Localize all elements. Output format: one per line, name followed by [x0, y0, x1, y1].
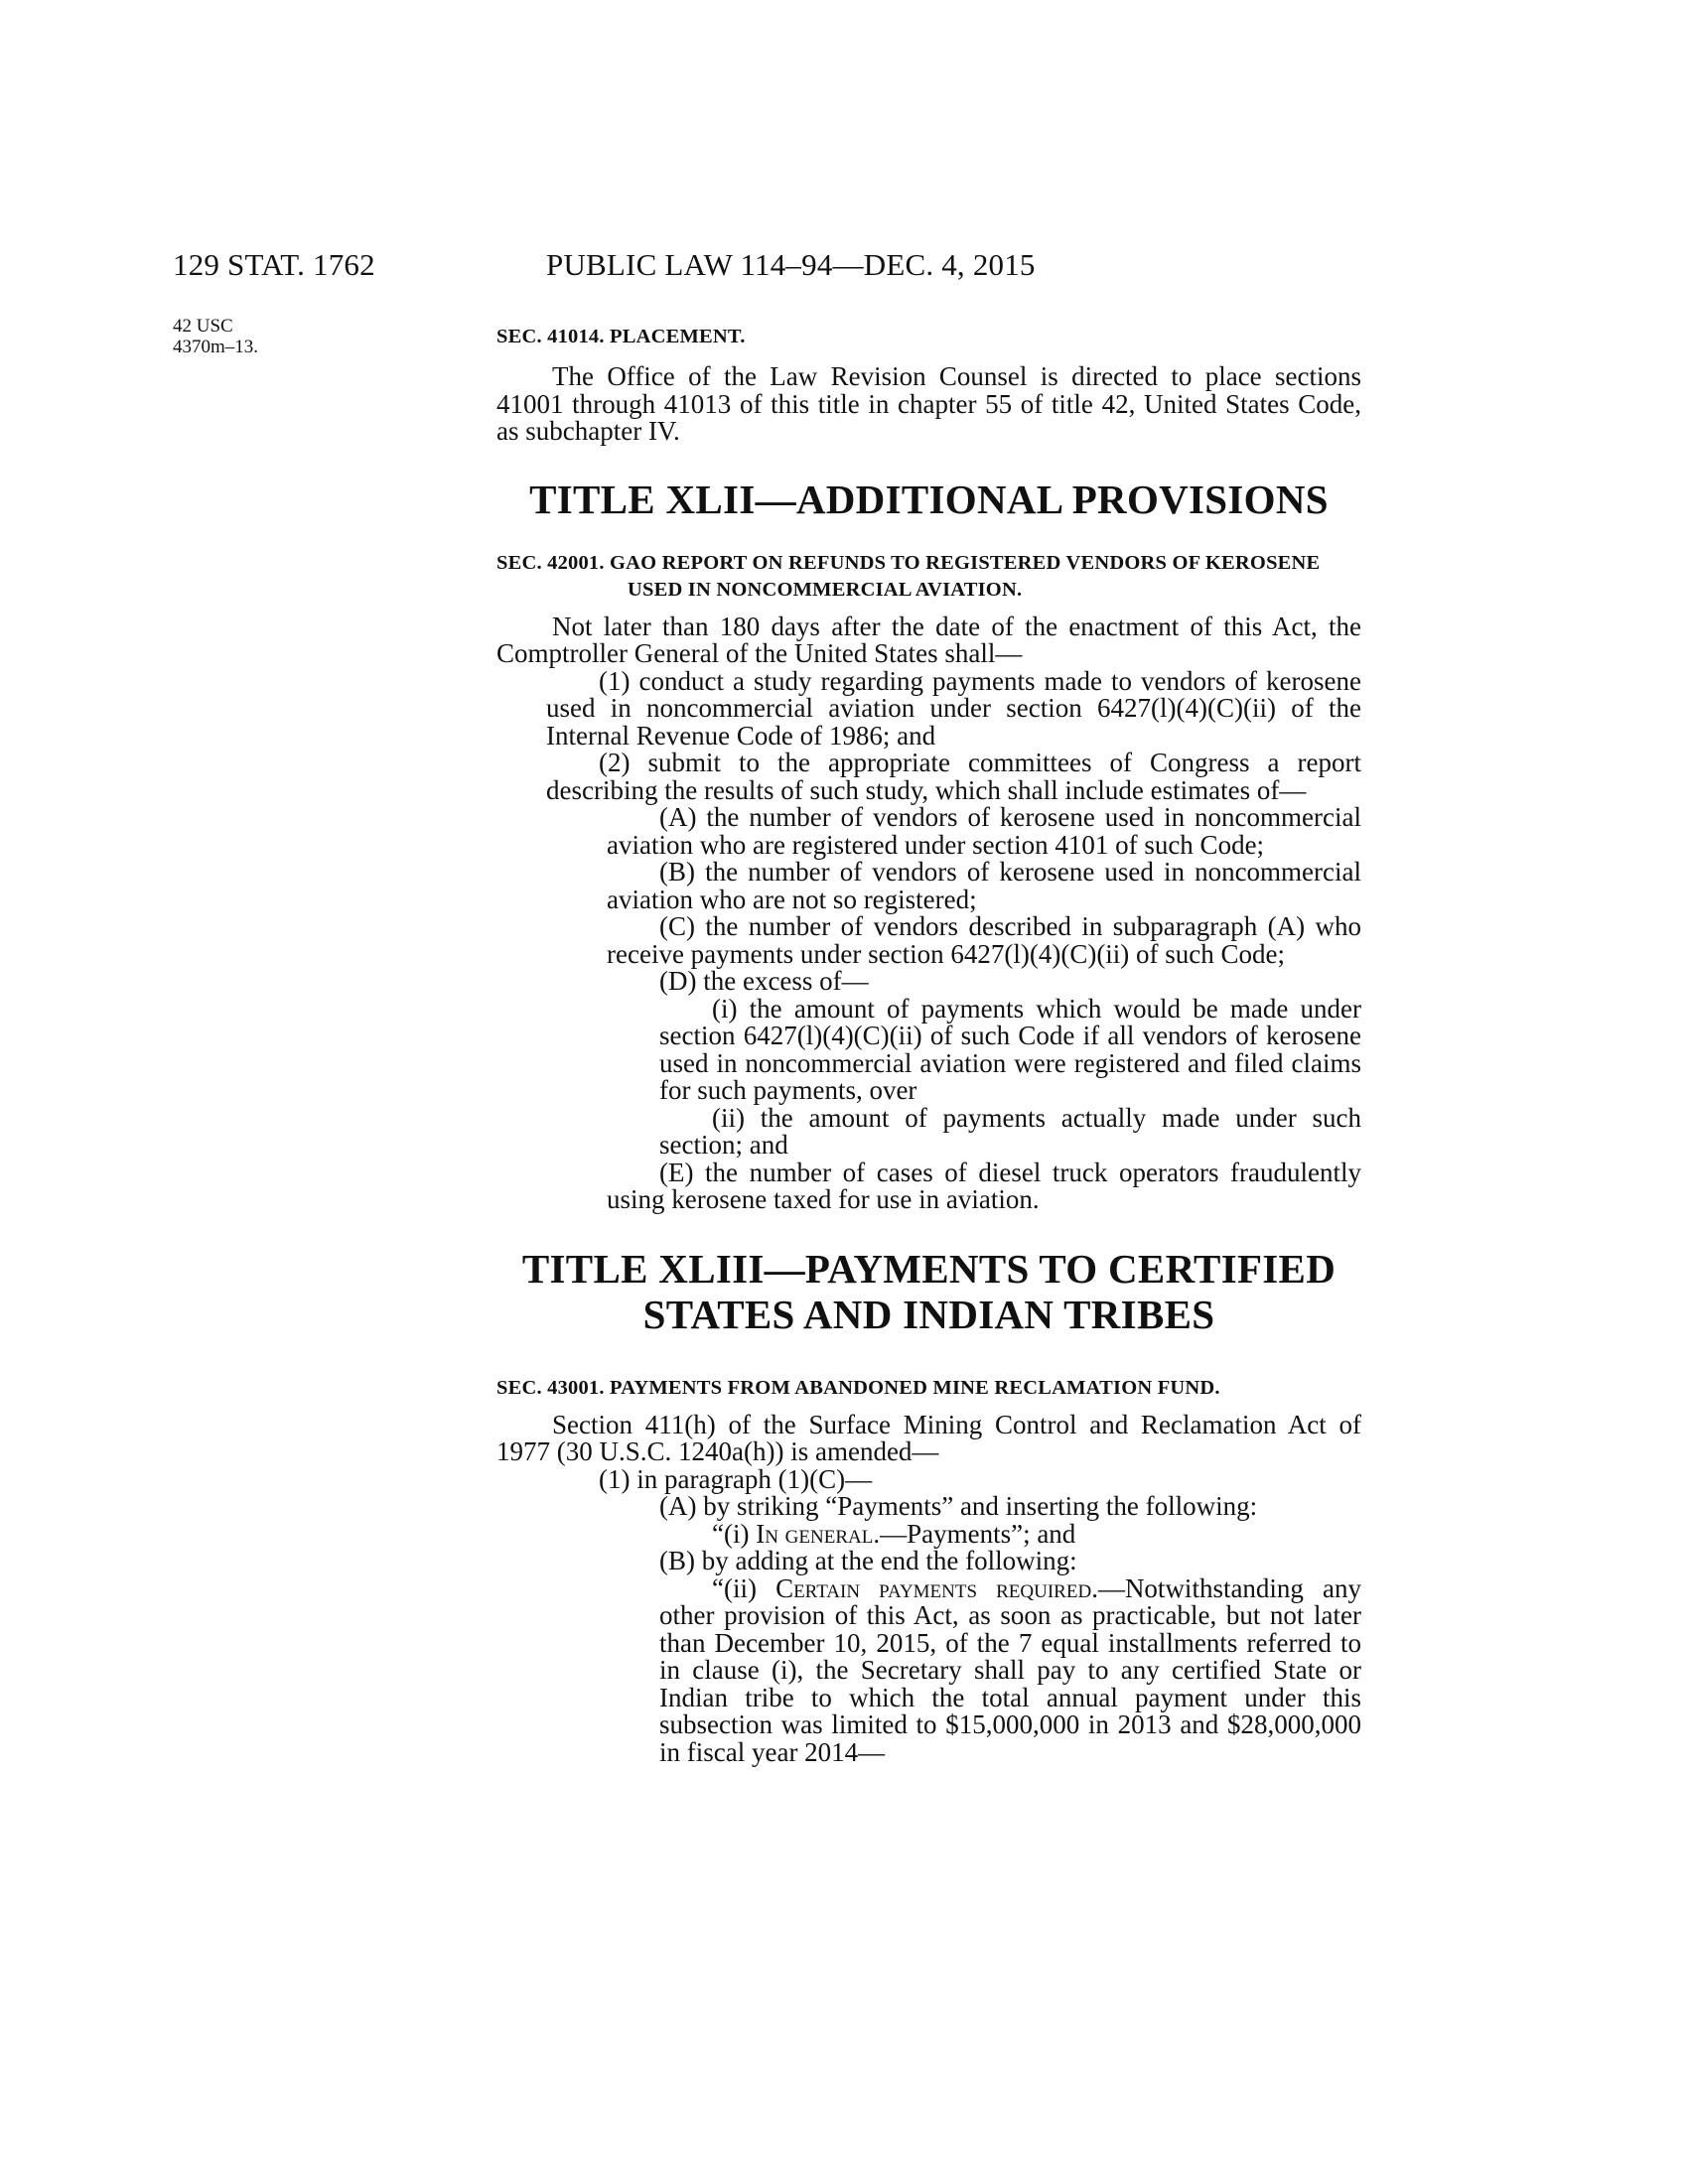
section-42001-clause-ii: (ii) the amount of payments actually made under such section; and — [659, 1102, 1361, 1160]
quoted-clause-i-heading: In general — [756, 1518, 874, 1549]
quoted-clause-ii-number: “(ii) — [712, 1572, 776, 1603]
margin-citation-line1: 42 USC — [173, 316, 233, 337]
section-42001-para-2: (2) submit to the appropriate committees of Congress a report describing the results of such study, which shall include estimates of— — [546, 748, 1361, 805]
section-42001-intro: Not later than 180 days after the date of the enactment of this Act, the Comptroller General of the United States shall— — [496, 611, 1361, 668]
title-xliii-heading-line1: TITLE XLIII—PAYMENTS TO CERTIFIED — [521, 1245, 1336, 1292]
section-42001-subpara-d: (D) the excess of— — [659, 966, 869, 996]
public-law-running-head: PUBLIC LAW 114–94—DEC. 4, 2015 — [546, 247, 1036, 282]
title-xlii-heading: TITLE XLII—ADDITIONAL PROVISIONS — [529, 476, 1329, 522]
section-42001-clause-i: (i) the amount of payments which would be made under section 6427(l)(4)(C)(ii) of such Code if all vendors of kerosene used in noncommercial aviation were registered and filed claims for such payments, over — [659, 993, 1361, 1105]
section-42001-subpara-e: (E) the number of cases of diesel truck operators fraudulently using kerosene taxed for use in aviation. — [607, 1157, 1361, 1214]
section-42001-subpara-a: (A) the number of vendors of kerosene used in noncommercial aviation who are registered under section 4101 of such Code; — [607, 802, 1361, 860]
margin-citation-line2: 4370m–13. — [173, 337, 259, 357]
quoted-clause-i-number: “(i) — [712, 1518, 757, 1549]
section-43001-quoted-clause-i — [496, 1518, 1361, 1549]
quoted-clause-ii-text: .—Notwithstanding any other provision of this Act, as soon as practicable, but not later than December 10, 2015, of the 7 equal installments referred to in clause (i), the Secretary shall pay to any certified State or Indian tribe to which the total annual payment under this subsection was limited to $15,000,000 in 2013 and $28,000,000 in fiscal year 2014— — [659, 1572, 1361, 1767]
section-41014-text: The Office of the Law Revision Counsel is directed to place sections 41001 through 41013 of this title in chapter 55 of title 42, United States Code, as subchapter IV. — [496, 361, 1361, 446]
section-43001-quoted-clause-ii — [496, 1572, 1361, 1767]
section-42001-subpara-c: (C) the number of vendors described in subparagraph (A) who receive payments under section 6427(l)(4)(C)(ii) of such Code; — [607, 911, 1361, 969]
section-42001-heading: SEC. 42001. GAO REPORT ON REFUNDS TO REGISTERED VENDORS OF KEROSENE USED IN NONCOMMERCIAL AVIATION. — [496, 551, 1321, 601]
title-xliii-heading-line2: STATES AND INDIAN TRIBES — [642, 1291, 1215, 1337]
section-42001-subpara-b: (B) the number of vendors of kerosene used in noncommercial aviation who are not so registered; — [607, 857, 1361, 914]
section-43001-para-1: (1) in paragraph (1)(C)— — [599, 1463, 873, 1494]
quoted-clause-i-text: .—Payments”; and — [873, 1518, 1076, 1549]
section-43001-subpara-b: (B) by adding at the end the following: — [659, 1546, 1077, 1575]
margin-citation — [173, 316, 258, 357]
section-42001-para-1: (1) conduct a study regarding payments made to vendors of kerosene used in noncommercial aviation under section 6427(l)(4)(C)(ii) of the Internal Revenue Code of 1986; and — [546, 665, 1361, 751]
section-41014-heading: SEC. 41014. PLACEMENT. — [496, 326, 746, 347]
quoted-clause-ii-heading: Certain payments required — [775, 1572, 1092, 1603]
statute-body — [496, 316, 1361, 1766]
section-43001-intro: Section 411(h) of the Surface Mining Control and Reclamation Act of 1977 (30 U.S.C. 1240a(h)) is amended— — [496, 1409, 1361, 1466]
section-43001-heading: SEC. 43001. PAYMENTS FROM ABANDONED MINE RECLAMATION FUND. — [496, 1376, 1220, 1399]
section-43001-subpara-a: (A) by striking “Payments” and inserting the following: — [659, 1491, 1258, 1521]
stat-page-number: 129 STAT. 1762 — [173, 247, 375, 282]
